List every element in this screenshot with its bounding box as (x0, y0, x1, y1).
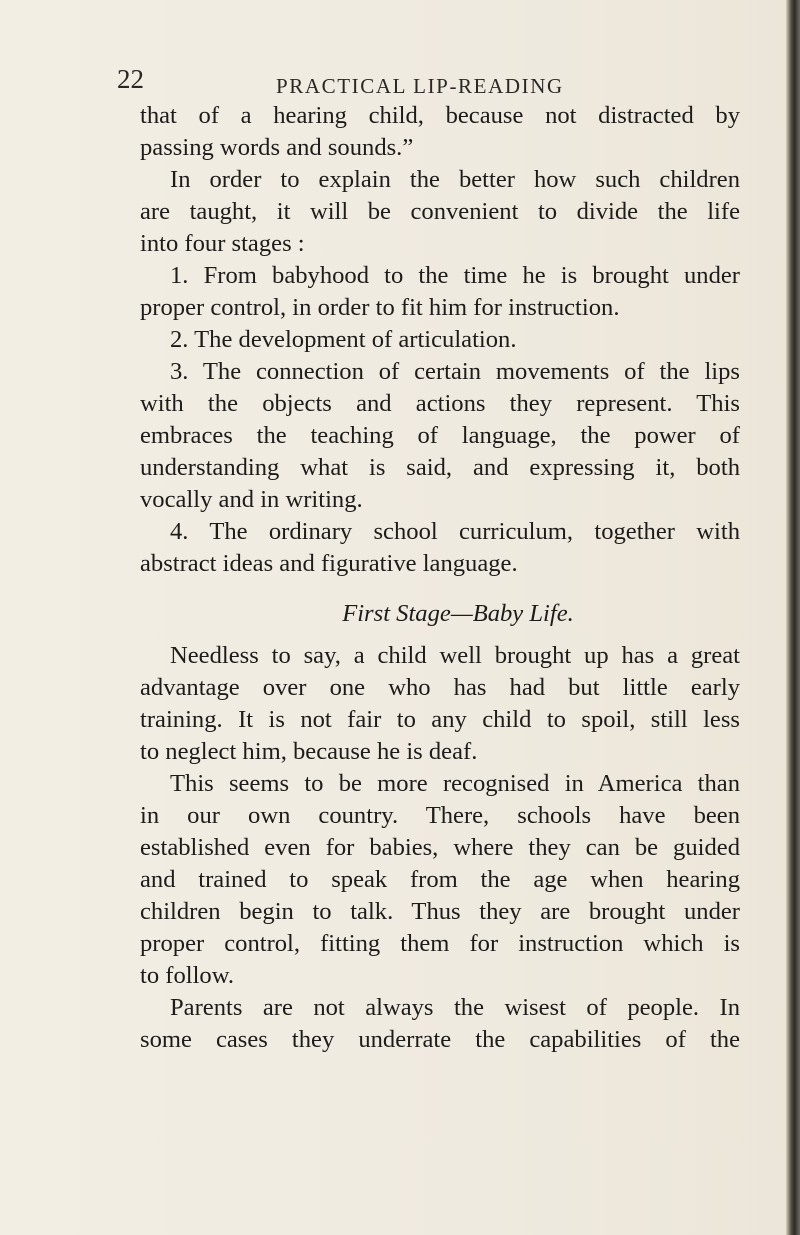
paragraph-first-line: In order to explain the better how such children (170, 166, 740, 193)
text-line: proper control, in order to fit him for instruction. (140, 294, 620, 321)
text-line: are taught, it will be convenient to divide the life (140, 198, 740, 225)
text-line: and trained to speak from the age when hearing (140, 866, 740, 893)
list-item-2: 2. The development of articulation. (170, 326, 517, 353)
text-line: to follow. (140, 962, 235, 989)
text-line: passing words and sounds.” (140, 134, 414, 161)
text-line: training. It is not fair to any child to spoil, still less (140, 706, 740, 733)
text-line: established even for babies, where they can be guided (140, 834, 740, 861)
text-line: that of a hearing child, because not distracted by (140, 102, 740, 129)
section-heading: First Stage—Baby Life. (342, 600, 574, 627)
list-item-4: 4. The ordinary school curriculum, together with (170, 518, 740, 545)
running-head: PRACTICAL LIP-READING (276, 74, 564, 98)
text-line: some cases they underrate the capabilities of the (140, 1026, 740, 1053)
text-line: vocally and in writing. (140, 486, 363, 513)
text-line: understanding what is said, and expressing it, both (140, 454, 740, 481)
text-line: abstract ideas and figurative language. (140, 550, 518, 577)
text-line: into four stages : (140, 230, 305, 257)
text-line: children begin to talk. Thus they are brought under (140, 898, 740, 925)
text-line: in our own country. There, schools have been (140, 802, 740, 829)
text-line: advantage over one who has had but little early (140, 674, 740, 701)
list-item-3: 3. The connection of certain movements of the lips (170, 358, 740, 385)
text-line: to neglect him, because he is deaf. (140, 738, 478, 765)
paragraph-first-line: Parents are not always the wisest of people. In (170, 994, 740, 1021)
text-line: embraces the teaching of language, the power of (140, 422, 740, 449)
text-line: proper control, fitting them for instruction which is (140, 930, 740, 957)
paragraph-first-line: This seems to be more recognised in America than (170, 770, 740, 797)
paragraph-first-line: Needless to say, a child well brought up has a great (170, 642, 740, 669)
list-item-1: 1. From babyhood to the time he is brought under (170, 262, 740, 289)
page-number: 22 (117, 64, 144, 94)
page-edge-shadow (786, 0, 800, 1235)
text-line: with the objects and actions they represent. This (140, 390, 740, 417)
body-text (140, 100, 740, 1056)
